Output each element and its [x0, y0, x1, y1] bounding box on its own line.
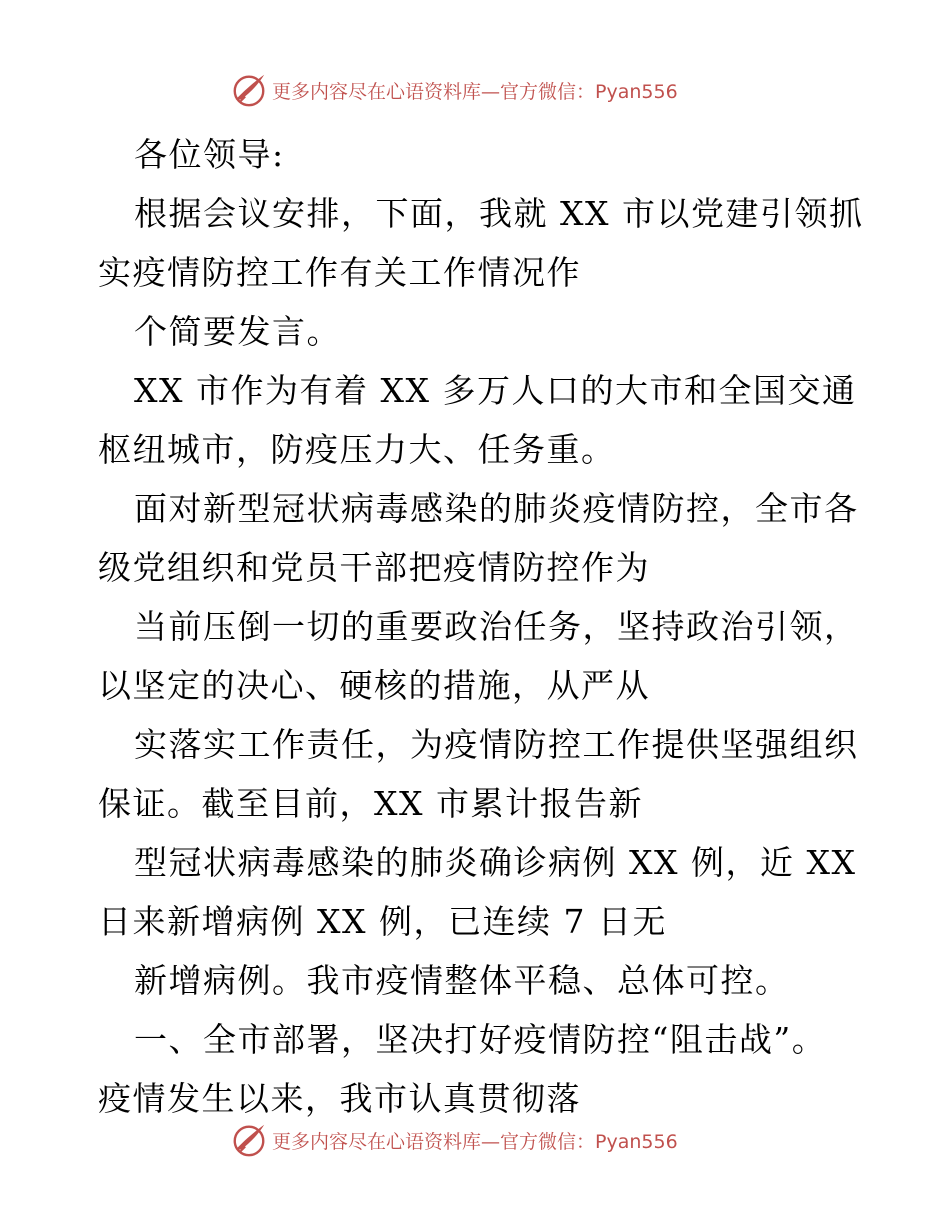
- footer-brand-text: 更多内容尽在心语资料库: [272, 1130, 482, 1153]
- body-line: 级党组织和党员干部把疫情防控作为: [98, 548, 650, 587]
- pen-feather-logo-icon: [230, 1121, 268, 1159]
- body-line: 以坚定的决心、硬核的措施，从严从: [98, 666, 650, 705]
- body-line: 一、全市部署，坚决打好疫情防控“阻击战”。: [134, 1020, 827, 1059]
- body-line: 面对新型冠状病毒感染的肺炎疫情防控，全市各: [134, 489, 859, 528]
- body-line: 当前压倒一切的重要政治任务，坚持政治引领，: [134, 607, 859, 646]
- header-brand-text: 更多内容尽在心语资料库: [272, 80, 482, 103]
- footer-separator: —: [481, 1130, 501, 1153]
- body-line: 实落实工作责任，为疫情防控工作提供坚强组织: [134, 725, 859, 764]
- body-line: 新增病例。我市疫情整体平稳、总体可控。: [134, 961, 790, 1000]
- footer-wechat-handle: Pyan556: [595, 1130, 678, 1153]
- body-line: 实疫情防控工作有关工作情况作: [98, 253, 581, 292]
- body-line: 个简要发言。: [134, 312, 341, 351]
- header-wechat-handle: Pyan556: [595, 80, 678, 103]
- body-line: 根据会议安排，下面，我就 XX 市以党建引领抓: [134, 194, 864, 233]
- footer-banner: [230, 1120, 678, 1160]
- body-line: 枢纽城市，防疫压力大、任务重。: [98, 430, 616, 469]
- body-line: 型冠状病毒感染的肺炎确诊病例 XX 例，近 XX: [134, 843, 857, 882]
- header-separator: —: [481, 80, 501, 103]
- document-body: [98, 125, 888, 1128]
- body-line: 保证。截至目前，XX 市累计报告新: [98, 784, 643, 823]
- header-wechat-label: 官方微信：: [500, 80, 596, 103]
- body-line: 各位领导:: [134, 135, 285, 174]
- body-line: XX 市作为有着 XX 多万人口的大市和全国交通: [134, 371, 857, 410]
- footer-wechat-label: 官方微信：: [500, 1130, 596, 1153]
- body-line: 日来新增病例 XX 例，已连续 7 日无: [98, 902, 667, 941]
- header-text: [272, 77, 678, 104]
- footer-text: [272, 1127, 678, 1154]
- pen-feather-logo-icon: [230, 71, 268, 109]
- body-line: 疫情发生以来，我市认真贯彻落: [98, 1079, 581, 1118]
- header-banner: [230, 70, 678, 110]
